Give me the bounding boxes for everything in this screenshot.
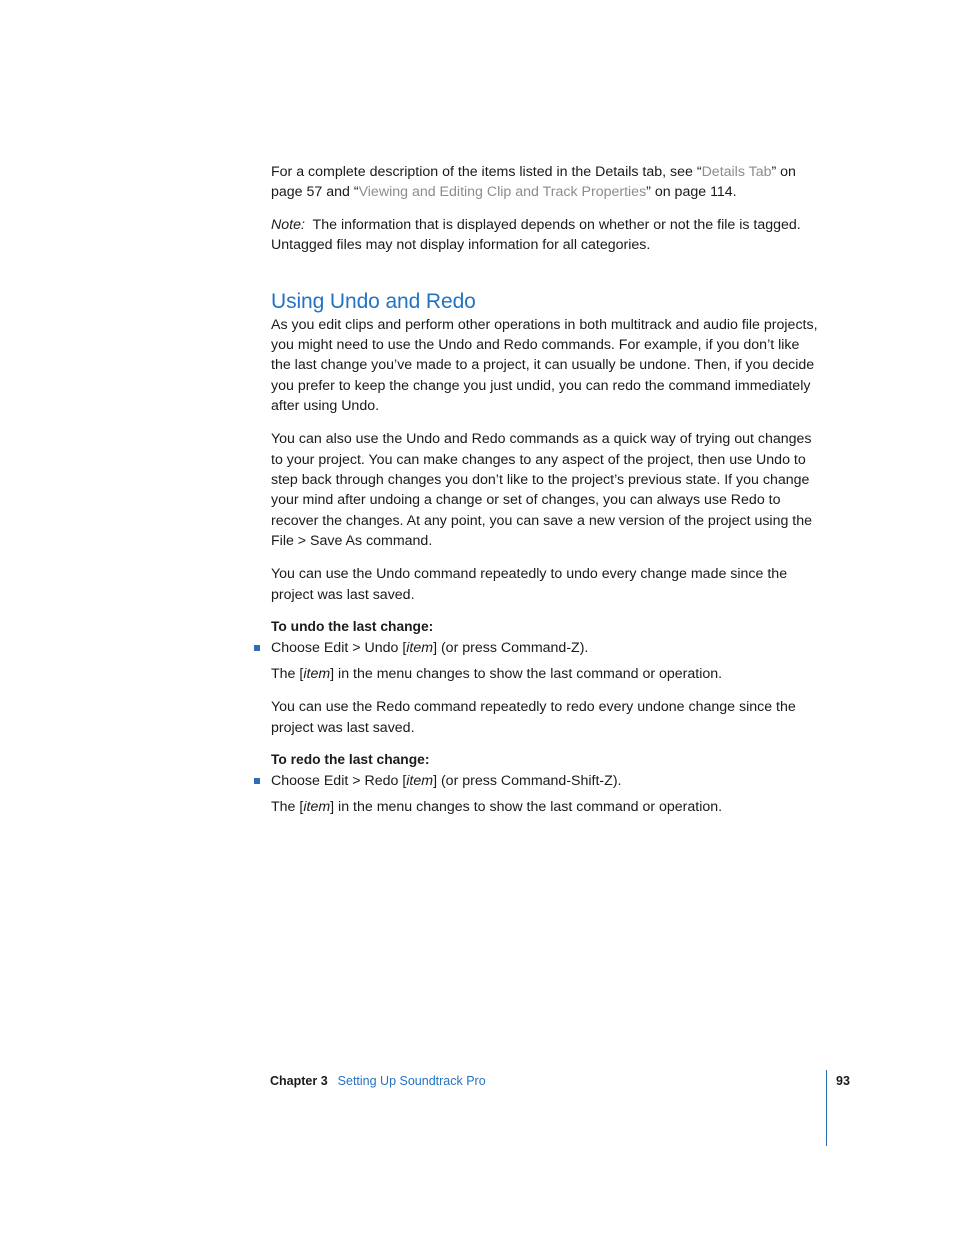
footer-divider [826,1070,827,1146]
note-text: The information that is displayed depends on whether or not the file is tagged. Untagged files may not display information for all categories. [271,216,805,254]
redo-step-text-2: ] (or press Command-Shift-Z). [433,772,622,789]
chapter-label: Chapter 3 [270,1074,328,1088]
undo-task-title: To undo the last change: [271,619,434,635]
chapter-title-link[interactable]: Setting Up Soundtrack Pro [337,1074,486,1088]
undo-result-text-1: The [ [271,666,304,683]
undo-result [271,664,823,684]
note-label: Note: [271,216,305,233]
undo-step [271,638,823,658]
redo-result-item: item [303,799,331,816]
undo-result-item: item [303,666,331,683]
redo-step-text-1: Choose Edit > Redo [ [271,772,407,789]
section-paragraph-1: As you edit clips and perform other operations in both multitrack and audio file projects, you might need to use the Undo and Redo commands. For example, if you don’t like the last change you’ve made to a project, it can usually be undone. Then, if you decide you prefer to keep the change you just undid, you can redo the command immediately after using Undo. [271,316,818,415]
redo-step-item: item [406,772,434,789]
clip-track-properties-link[interactable]: Viewing and Editing Clip and Track Properties [358,184,647,201]
intro-text-3: ” on page 114. [646,184,737,201]
redo-task-title: To redo the last change: [271,752,430,768]
redo-result-text-1: The [ [271,799,304,816]
section-paragraph-3: You can use the Undo command repeatedly to undo every change made since the project was last saved. [271,566,788,603]
bullet-square-icon [254,645,260,651]
undo-result-text-2: ] in the menu changes to show the last command or operation. [330,666,723,683]
bullet-square-icon [254,778,260,784]
undo-step-text-1: Choose Edit > Undo [ [271,639,407,656]
body-text-column [271,162,823,818]
undo-followup: You can use the Redo command repeatedly to redo every undone change since the project was last saved. [271,699,796,736]
undo-step-text-2: ] (or press Command-Z). [433,639,589,656]
page-footer [270,1072,486,1090]
section-paragraph-2: You can also use the Undo and Redo commands as a quick way of trying out changes to your project. You can make changes to any aspect of the project, then use Undo to step back through changes you don’t like to the project’s previous state. If you change your mind after undoing a change or set of changes, you can always use Redo to recover the changes. At any point, you can save a new version of the project using the File > Save As command. [271,431,813,550]
redo-result [271,797,823,817]
intro-paragraph [271,162,823,203]
intro-text-2: ” on page 57 and “ [271,164,796,201]
note-paragraph [271,215,823,256]
redo-step [271,771,823,791]
page-number: 93 [836,1074,850,1088]
section-heading: Using Undo and Redo [271,289,476,313]
intro-text-1: For a complete description of the items listed in the Details tab, see “ [271,164,702,180]
redo-result-text-2: ] in the menu changes to show the last command or operation. [330,799,723,816]
undo-step-item: item [406,639,434,656]
details-tab-link[interactable]: Details Tab [701,164,772,180]
